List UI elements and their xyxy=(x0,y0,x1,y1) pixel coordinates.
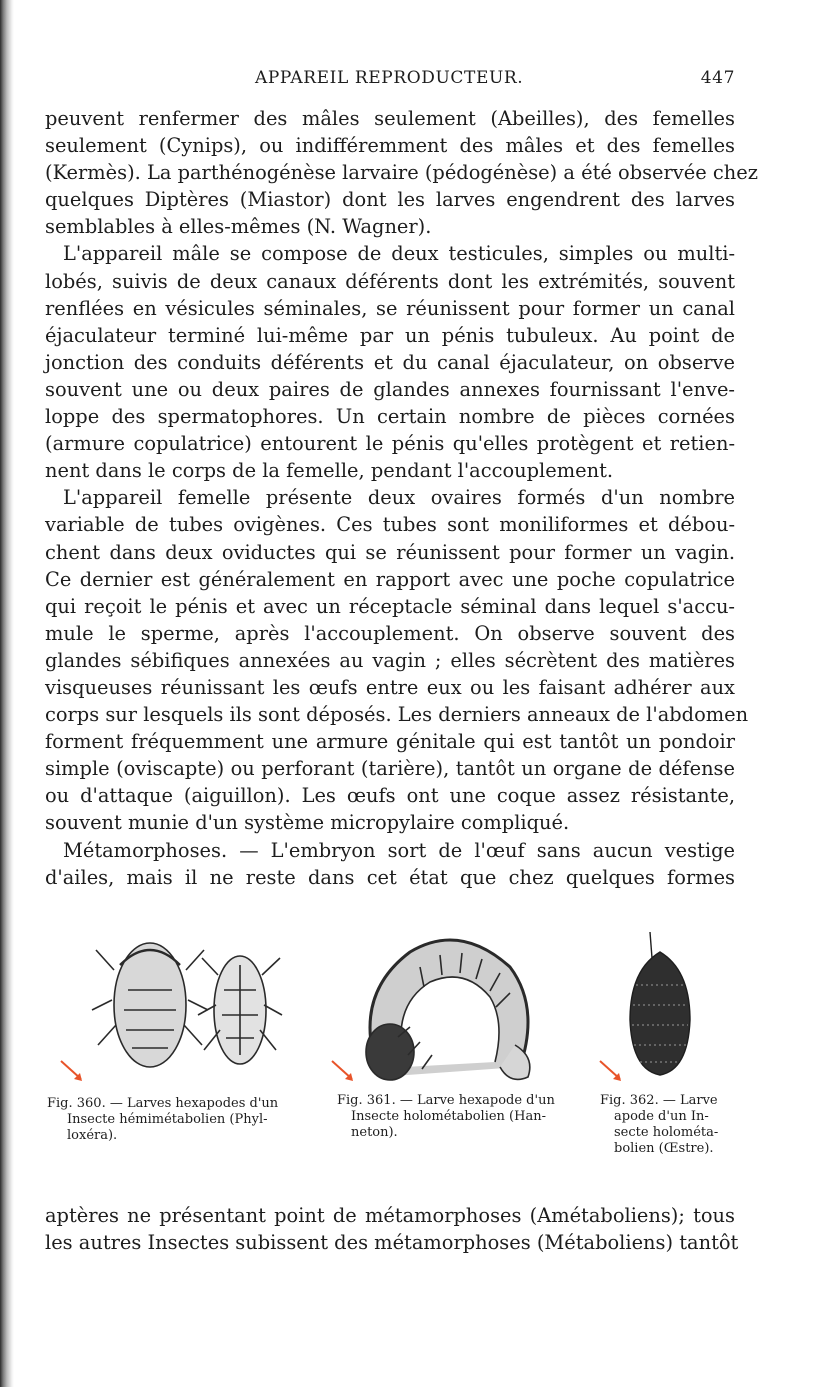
text-line: jonction des conduits déférents et du canal éjaculateur, on observe xyxy=(45,350,735,374)
text-line: corps sur lesquels ils sont déposés. Les derniers anneaux de l'abdomen xyxy=(45,703,749,727)
text-line: renflées en vésicules séminales, se réunissent pour former un canal xyxy=(45,296,735,320)
figure-361-caption xyxy=(337,1093,597,1141)
figure-362-caption xyxy=(600,1093,740,1157)
red-arrow-icon xyxy=(330,1059,358,1085)
caption-line: Insecte hémimétabolien (Phyl- xyxy=(67,1112,268,1127)
text-line: (armure copulatrice) entourent le pénis qu'elles protègent et retien- xyxy=(45,432,735,456)
caption-line: apode d'un In- xyxy=(614,1109,709,1124)
text-line: L'appareil mâle se compose de deux testicules, simples ou multi- xyxy=(63,242,735,266)
paragraph xyxy=(45,837,735,891)
text-line: éjaculateur terminé lui-même par un pénis tubuleux. Au point de xyxy=(45,323,735,347)
figure-360-caption xyxy=(47,1096,317,1144)
text-line: nent dans le corps de la femelle, pendant l'accouplement. xyxy=(45,459,614,483)
paragraph xyxy=(45,484,749,836)
text-line: aptères ne présentant point de métamorphoses (Amétaboliens); tous xyxy=(45,1204,735,1227)
caption-line: Fig. 360. — Larves hexapodes d'un xyxy=(47,1096,279,1111)
paragraph xyxy=(45,240,735,484)
text-line: visqueuses réunissant les œufs entre eux ou les faisant adhérer aux xyxy=(45,675,735,699)
text-line: semblables à elles-mêmes (N. Wagner). xyxy=(45,215,432,239)
text-line: lobés, suivis de deux canaux déférents dont les extrémités, souvent xyxy=(45,269,735,293)
text-line: Métamorphoses. — L'embryon sort de l'œuf sans aucun vestige xyxy=(63,838,735,862)
text-line: souvent munie d'un système micropylaire compliqué. xyxy=(45,811,570,835)
running-head: APPAREIL REPRODUCTEUR. xyxy=(255,68,524,88)
caption-line: bolien (Œstre). xyxy=(614,1141,714,1156)
figure-361-illustration xyxy=(350,927,540,1092)
paragraph xyxy=(45,1202,739,1256)
text-line: loppe des spermatophores. Un certain nombre de pièces cornées xyxy=(45,405,735,429)
text-line: ou d'attaque (aiguillon). Les œufs ont une coque assez résistante, xyxy=(45,784,735,808)
text-line: seulement (Cynips), ou indifféremment des mâles et des femelles xyxy=(45,134,735,158)
text-line: d'ailes, mais il ne reste dans cet état que chez quelques formes xyxy=(45,865,735,889)
text-line: L'appareil femelle présente deux ovaires formés d'un nombre xyxy=(63,486,735,510)
figure-360-illustration xyxy=(90,930,290,1080)
figure-row xyxy=(45,925,735,1175)
text-line: variable de tubes ovigènes. Ces tubes sont moniliformes et débou- xyxy=(45,513,735,537)
body-text xyxy=(45,105,758,891)
page-scan-edge xyxy=(0,0,14,1387)
figure-362-illustration xyxy=(620,930,700,1080)
red-arrow-icon xyxy=(59,1059,87,1085)
paragraph xyxy=(45,105,758,240)
text-line: forment fréquemment une armure génitale qui est tantôt un pondoir xyxy=(45,730,735,754)
text-line: glandes sébifiques annexées au vagin ; elles sécrètent des matières xyxy=(45,648,735,672)
text-line: souvent une ou deux paires de glandes annexes fournissant l'enve- xyxy=(45,377,735,401)
text-line: qui reçoit le pénis et avec un réceptacle séminal dans lequel s'accu- xyxy=(45,594,735,618)
red-arrow-icon xyxy=(598,1059,626,1085)
page-header xyxy=(45,68,735,94)
caption-line: neton). xyxy=(351,1125,398,1140)
caption-line: Insecte holométabolien (Han- xyxy=(351,1109,546,1124)
text-line: peuvent renfermer des mâles seulement (Abeilles), des femelles xyxy=(45,107,735,130)
text-line: les autres Insectes subissent des métamorphoses (Métaboliens) tantôt xyxy=(45,1231,739,1255)
text-line: quelques Diptères (Miastor) dont les larves engendrent des larves xyxy=(45,188,735,212)
body-text-continued xyxy=(45,1202,739,1256)
text-line: chent dans deux oviductes qui se réunissent pour former un vagin. xyxy=(45,540,735,564)
caption-line: Fig. 362. — Larve xyxy=(600,1093,718,1108)
text-line: Ce dernier est généralement en rapport avec une poche copulatrice xyxy=(45,567,735,591)
text-line: simple (oviscapte) ou perforant (tarière), tantôt un organe de défense xyxy=(45,757,735,781)
caption-line: loxéra). xyxy=(67,1128,118,1143)
page-number: 447 xyxy=(700,68,735,88)
text-line: mule le sperme, après l'accouplement. On observe souvent des xyxy=(45,621,735,645)
caption-line: secte holométa- xyxy=(614,1125,719,1140)
text-line: (Kermès). La parthénogénèse larvaire (pédogénèse) a été observée chez xyxy=(45,161,758,185)
caption-line: Fig. 361. — Larve hexapode d'un xyxy=(337,1093,555,1108)
